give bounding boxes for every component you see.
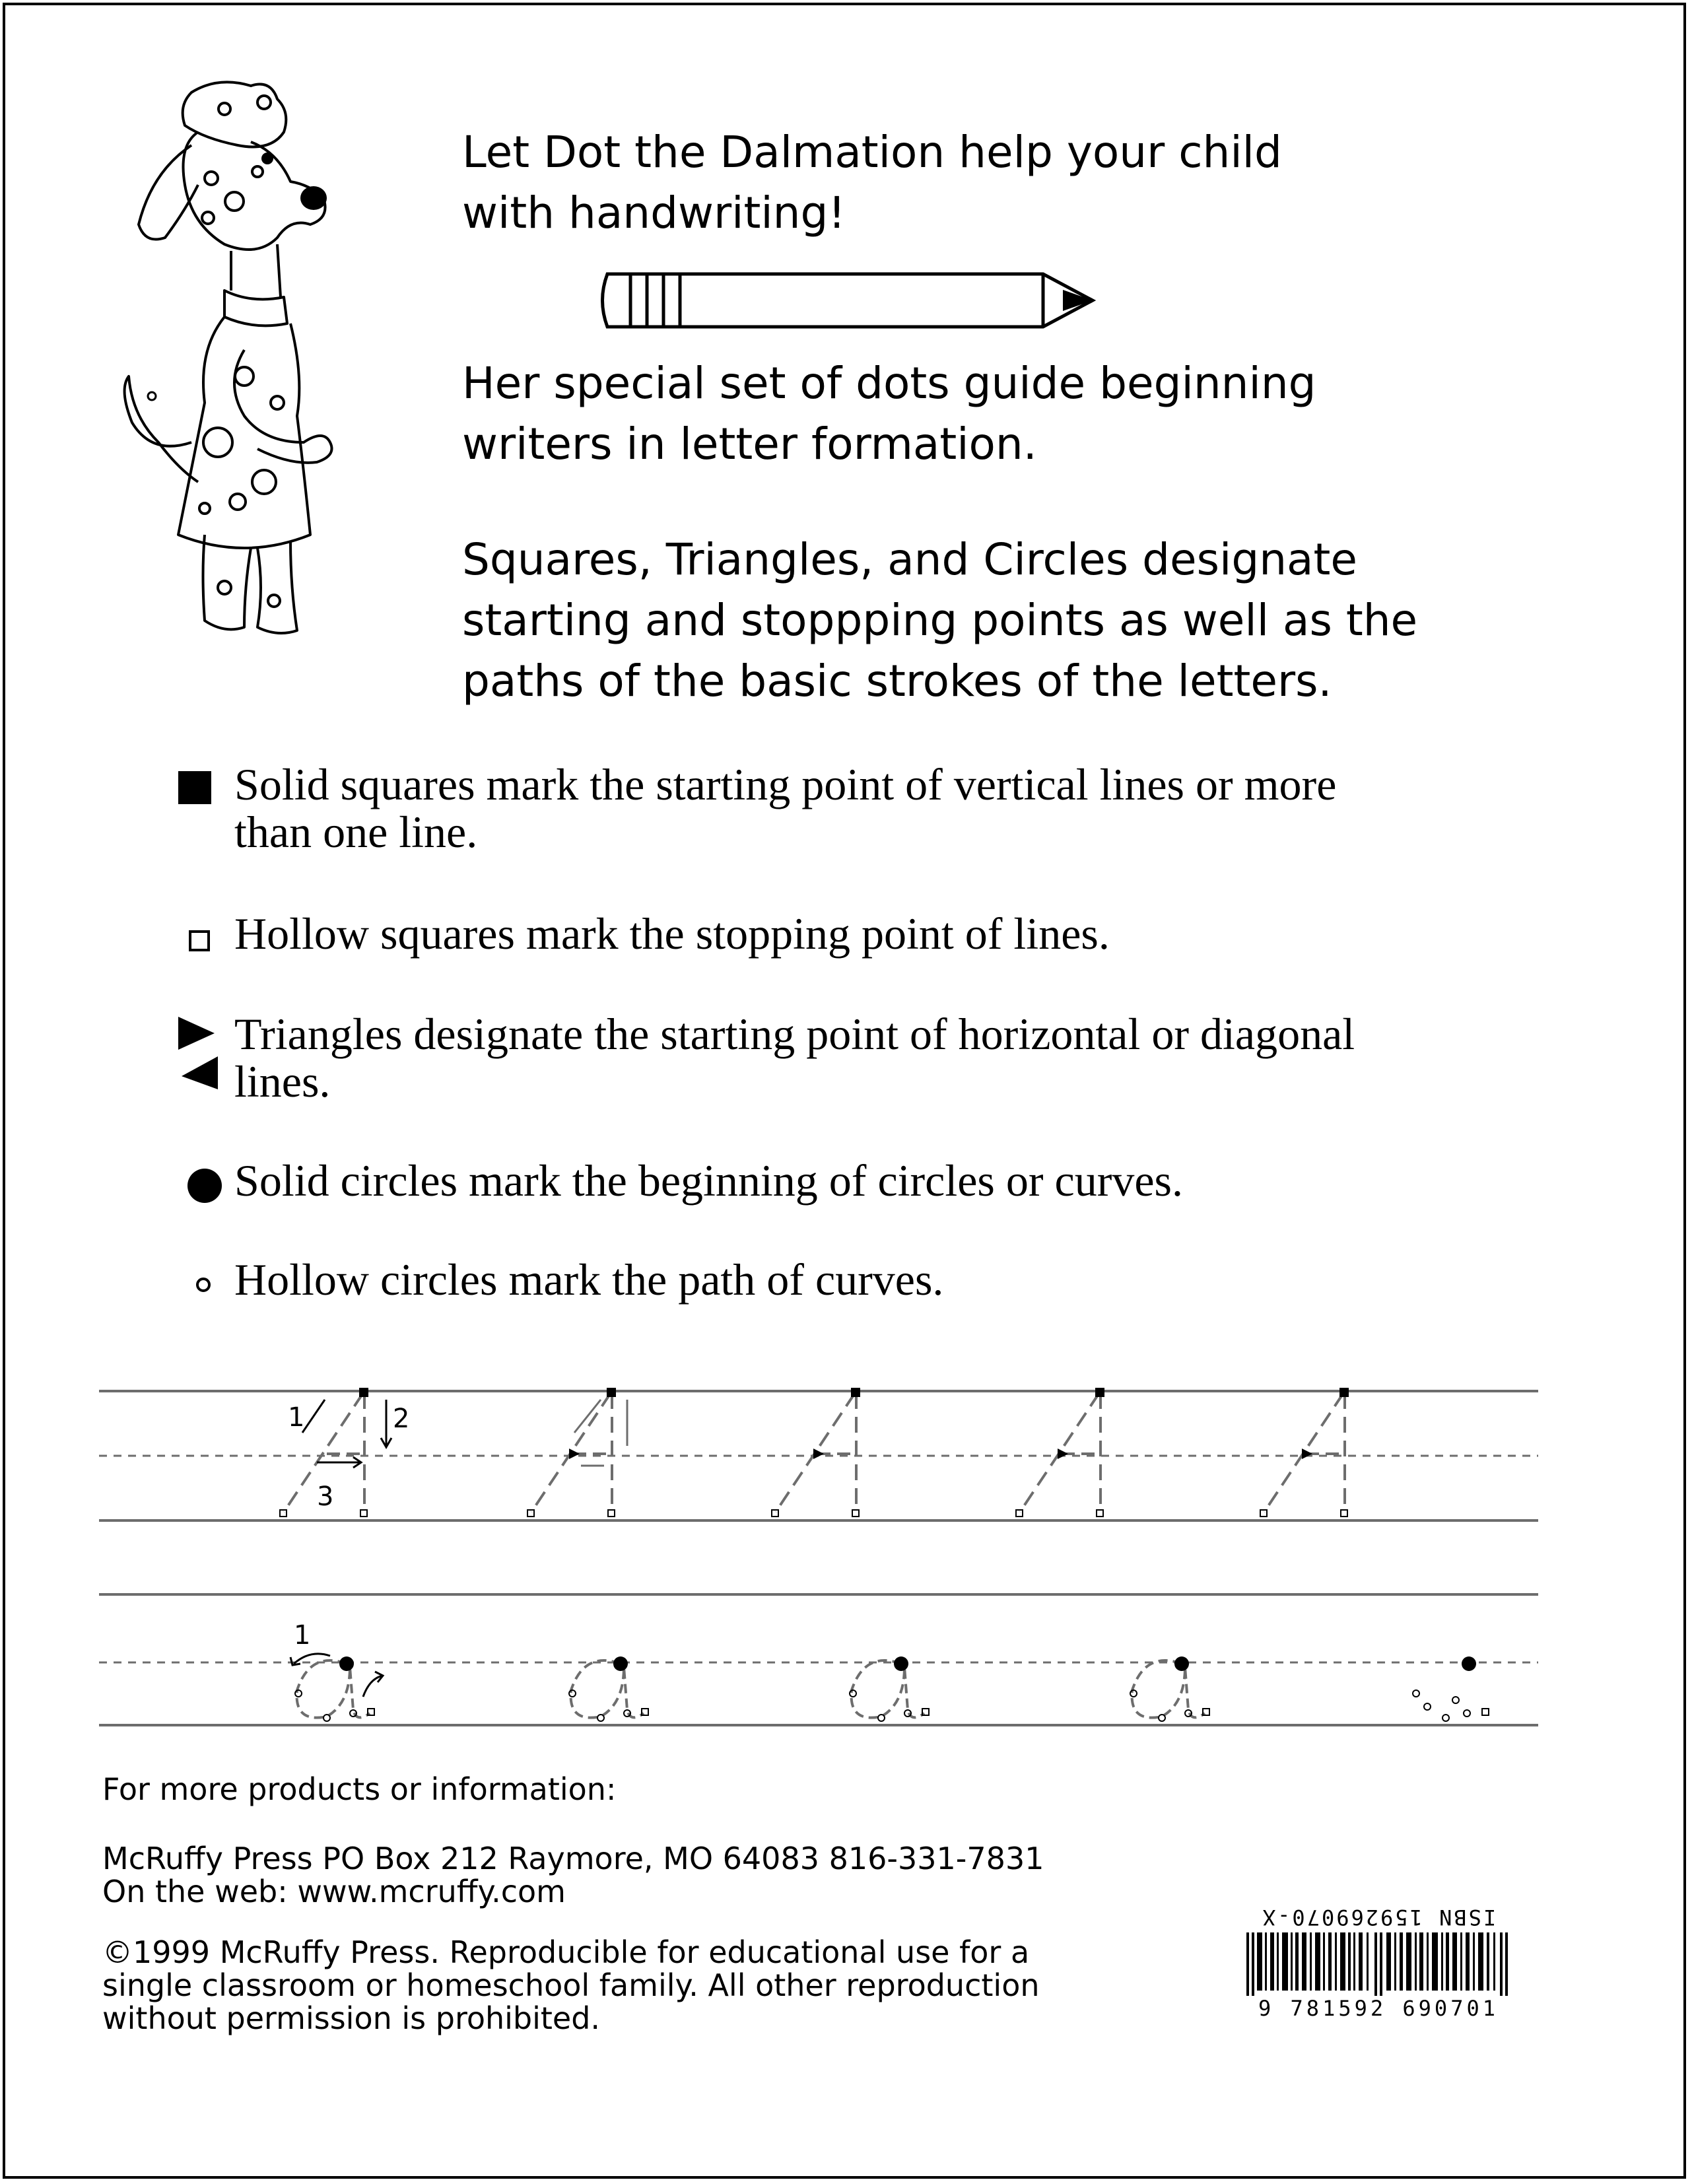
- step-number-3: 3: [317, 1482, 334, 1512]
- hollow-circle-icon: [172, 1258, 224, 1311]
- solid-circle-icon: [172, 1159, 224, 1212]
- isbn-barcode: [1240, 1905, 1517, 2024]
- legend-text: Triangles designate the starting point of horizontal or diagonal lines.: [234, 1009, 1355, 1107]
- footer-address: McRuffy Press PO Box 212 Raymore, MO 64083 816-331-7831: [102, 1841, 1044, 1876]
- footer-web: On the web: www.mcruffy.com: [102, 1874, 566, 1909]
- barcode-bars: [1246, 1932, 1510, 1996]
- footer-contact: [102, 1842, 1225, 1908]
- solid-square-icon: [172, 765, 224, 817]
- legend-text: Solid circles mark the beginning of circles or curves.: [234, 1155, 1183, 1206]
- footer-info: For more products or information:: [102, 1771, 617, 1807]
- cursive-letter-a: [297, 1660, 1205, 1718]
- hollow-square-icon: [172, 915, 224, 968]
- legend-text: Solid squares mark the starting point of vertical lines or more than one line.: [234, 759, 1337, 857]
- cursive-step-number-1: 1: [294, 1620, 311, 1651]
- isbn-label: ISBN 159269070-X: [1260, 1905, 1497, 1930]
- triangles-icon: [172, 1010, 231, 1096]
- intro-text-3: Squares, Triangles, and Circles designate starting and stoppping points as well as the paths of the basic strokes of the letters.: [462, 534, 1418, 706]
- pencil-icon: [594, 267, 1096, 333]
- dalmatian-illustration: [92, 73, 396, 654]
- step-number-2: 2: [393, 1404, 410, 1434]
- step-number-1: 1: [288, 1402, 305, 1433]
- print-letter-a-trace: [531, 1393, 1345, 1512]
- intro-text-2: Her special set of dots guide beginning writers in letter formation.: [462, 358, 1316, 469]
- intro-text-1: Let Dot the Dalmation help your child with handwriting!: [462, 127, 1282, 238]
- footer-copyright: ©1999 McRuffy Press. Reproducible for educational use for a single classroom or homeschool family. All other reproduction without permission is prohibited.: [102, 1934, 1040, 2036]
- isbn-digits: 9 781592 690701: [1258, 1996, 1499, 2021]
- legend-text: Hollow squares mark the stopping point of lines.: [234, 908, 1110, 959]
- handwriting-guide: [92, 1373, 1545, 1743]
- legend-text: Hollow circles mark the path of curves.: [234, 1254, 944, 1305]
